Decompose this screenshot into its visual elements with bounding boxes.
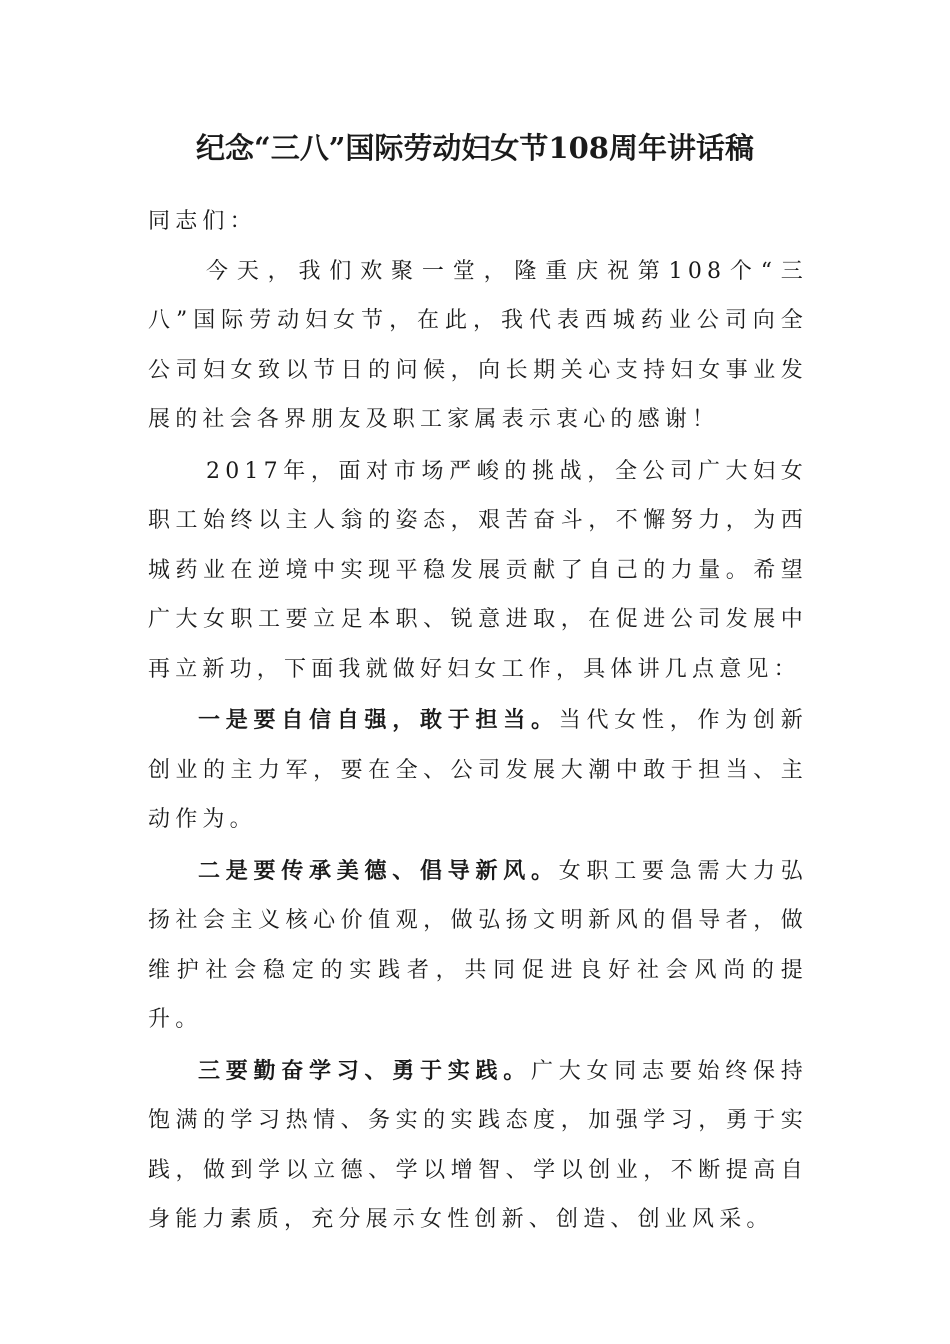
- document-title: 纪念“三八”国际劳动妇女节108周年讲话稿: [196, 131, 754, 165]
- greeting: 同志们：: [148, 209, 257, 234]
- paragraph-lead: 一是要自信自强，敢于担当。: [198, 707, 559, 733]
- paragraph-lead: 二是要传承美德、倡导新风。: [198, 857, 559, 884]
- paragraph-text: 当代女性，作为创新创业的主力军，要在全、公司发展大潮中敢于担当、主动作为。: [148, 708, 808, 832]
- paragraph-opening: [148, 247, 808, 445]
- paragraph-lead: 三要勤奋学习、勇于实践。: [198, 1057, 532, 1084]
- document-body: [148, 197, 808, 1245]
- paragraph-text: 今天，我们欢聚一堂，隆重庆祝第108个“三八”国际劳动妇女节，在此，我代表西城药业公司向全公司妇女致以节日的问候，向长期关心支持妇女事业发展的社会各界朋友及职工家属表示衷心的感谢！: [148, 258, 808, 432]
- paragraph-point-1: [148, 696, 808, 845]
- paragraph-text: 2017年，面对市场严峻的挑战，全公司广大妇女职工始终以主人翁的姿态，艰苦奋斗，不懈努力，为西城药业在逆境中实现平稳发展贡献了自己的力量。希望广大女职工要立足本职、锐意进取，在促进公司发展中再立新功，下面我就做好妇女工作，具体讲几点意见：: [148, 458, 808, 682]
- paragraph-text: 女职工要急需大力弘扬社会主义核心价值观，做弘扬文明新风的倡导者，做维护社会稳定的实践者，共同促进良好社会风尚的提升。: [148, 858, 808, 1032]
- paragraph-point-2: [148, 847, 808, 1045]
- paragraph-2017-review: [148, 447, 808, 695]
- paragraph-point-3: [148, 1047, 808, 1245]
- paragraph-text: 广大女同志要始终保持饱满的学习热情、务实的实践态度，加强学习，勇于实践，做到学以立德、学以增智、学以创业，不断提高自身能力素质，充分展示女性创新、创造、创业风采。: [148, 1058, 808, 1232]
